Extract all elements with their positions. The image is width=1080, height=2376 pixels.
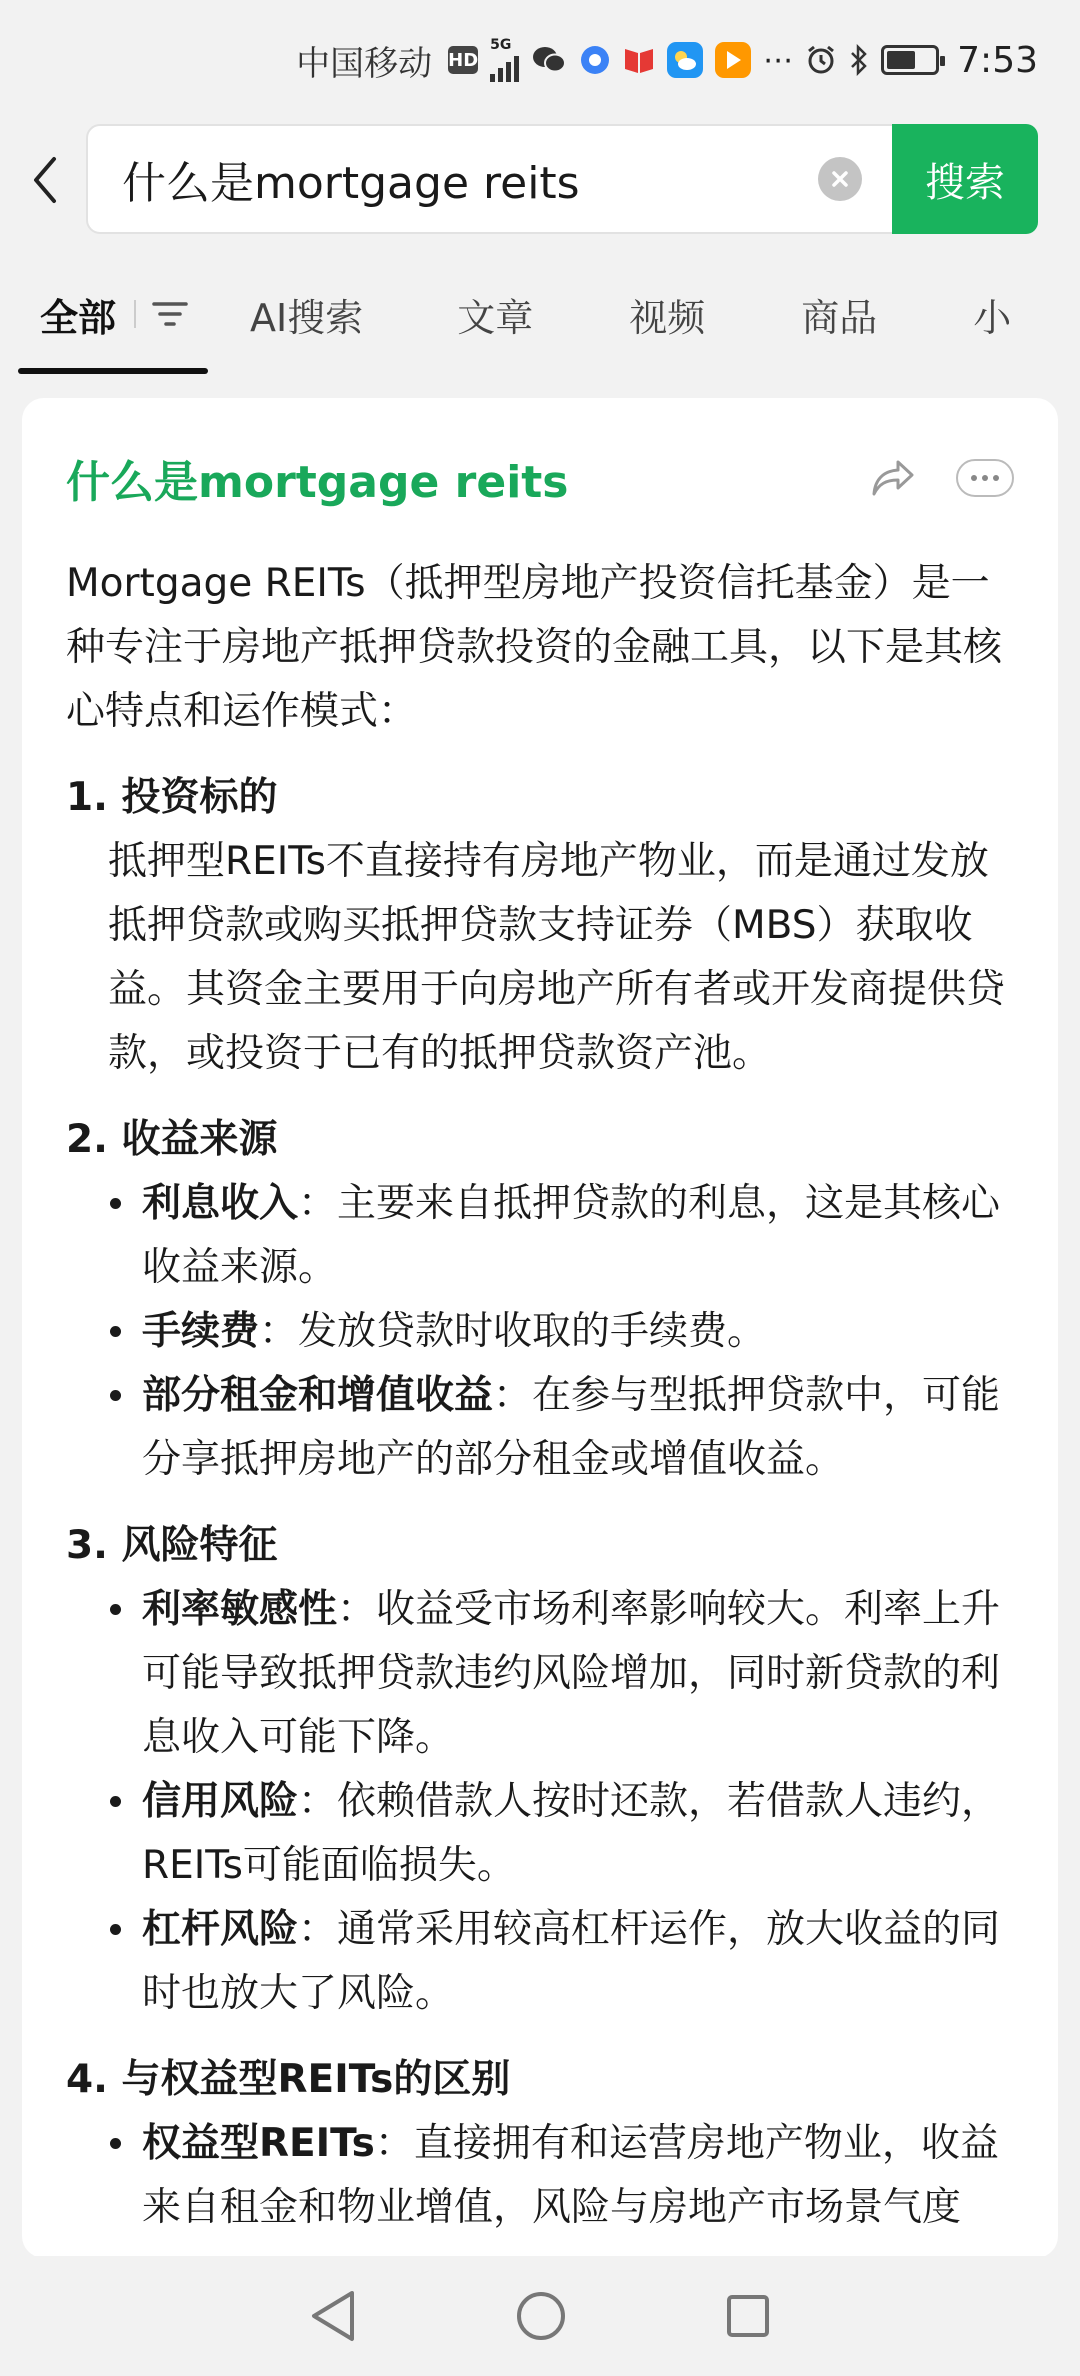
chevron-left-icon bbox=[30, 155, 60, 205]
list-item: 利率敏感性：收益受市场利率影响较大。利率上升可能导致抵押贷款违约风险增加，同时新贷款的利息收入可能下降。 bbox=[108, 1578, 1014, 1770]
filter-icon[interactable] bbox=[150, 298, 190, 330]
nav-back-button[interactable] bbox=[308, 2289, 358, 2343]
search-query-text[interactable]: 什么是mortgage reits bbox=[122, 158, 580, 209]
hd-icon: HD bbox=[448, 46, 478, 74]
browser-icon bbox=[579, 44, 611, 76]
list-item: 部分租金和增值收益：在参与型抵押贷款中，可能分享抵押房地产的部分租金或增值收益。 bbox=[108, 1364, 1014, 1492]
back-button[interactable] bbox=[0, 120, 90, 240]
circle-home-icon bbox=[514, 2289, 568, 2343]
carrier-label: 中国移动 bbox=[296, 43, 433, 84]
share-button[interactable] bbox=[870, 458, 916, 498]
answer-intro: Mortgage REITs（抵押型房地产投资信托基金）是一种专注于房地产抵押贷款投资的金融工具，以下是其核心特点和运作模式： bbox=[66, 561, 1003, 734]
list-item: 信用风险：依赖借款人按时还款，若借款人违约，REITs可能面临损失。 bbox=[108, 1770, 1014, 1898]
alarm-icon bbox=[805, 44, 837, 76]
book-app-icon bbox=[623, 45, 655, 75]
tab-ai-search[interactable]: AI搜索 bbox=[250, 295, 364, 340]
tab-videos[interactable]: 视频 bbox=[629, 295, 706, 340]
section-heading: 1. 投资标的 bbox=[66, 775, 278, 820]
section-paragraph: 抵押型REITs不直接持有房地产物业，而是通过发放抵押贷款或购买抵押贷款支持证券（MBS）获取收益。其资金主要用于向房地产所有者或开发商提供贷款，或投资于已有的抵押贷款资产池。 bbox=[108, 839, 1006, 1076]
search-button[interactable]: 搜索 bbox=[892, 124, 1038, 234]
list-item: 权益型REITs：直接拥有和运营房地产物业，收益来自租金和物业增值，风险与房地产市场景气度 bbox=[108, 2112, 1014, 2240]
search-header bbox=[0, 120, 1080, 240]
wechat-icon bbox=[531, 44, 567, 76]
nav-recents-button[interactable] bbox=[724, 2292, 772, 2340]
category-tabs bbox=[0, 252, 1080, 376]
ai-answer-card bbox=[22, 398, 1058, 2258]
tab-mini-programs[interactable]: 小 bbox=[973, 295, 1012, 340]
clock: 7:53 bbox=[957, 39, 1038, 81]
section-income-sources bbox=[66, 1108, 1014, 1492]
list-item: 手续费：发放贷款时收取的手续费。 bbox=[108, 1300, 1014, 1364]
weather-app-icon bbox=[667, 42, 703, 78]
more-notifications-icon: ⋯ bbox=[763, 42, 794, 78]
tab-products[interactable]: 商品 bbox=[801, 295, 878, 340]
section-investment-target bbox=[66, 766, 1014, 1086]
active-tab-indicator bbox=[18, 368, 208, 374]
share-icon bbox=[870, 458, 916, 498]
system-navigation-bar bbox=[0, 2256, 1080, 2376]
list-item: 杠杆风险：通常采用较高杠杆运作，放大收益的同时也放大了风险。 bbox=[108, 1898, 1014, 2026]
close-icon bbox=[830, 169, 850, 189]
triangle-back-icon bbox=[308, 2289, 358, 2343]
section-heading: 4. 与权益型REITs的区别 bbox=[66, 2057, 511, 2102]
search-input[interactable] bbox=[86, 124, 1038, 234]
square-recents-icon bbox=[724, 2292, 772, 2340]
clear-search-button[interactable] bbox=[818, 157, 862, 201]
nav-home-button[interactable] bbox=[514, 2289, 568, 2343]
answer-title: 什么是mortgage reits bbox=[66, 457, 569, 508]
bluetooth-icon bbox=[849, 44, 869, 76]
section-heading: 3. 风险特征 bbox=[66, 1523, 278, 1568]
section-heading: 2. 收益来源 bbox=[66, 1117, 278, 1162]
video-app-icon bbox=[715, 42, 751, 78]
status-bar bbox=[0, 0, 1080, 120]
tab-all[interactable]: 全部 bbox=[40, 295, 117, 340]
battery-icon bbox=[881, 45, 939, 75]
more-options-button[interactable] bbox=[956, 459, 1014, 497]
section-equity-reits-difference bbox=[66, 2048, 1014, 2240]
tab-divider bbox=[134, 300, 136, 328]
list-item: 利息收入：主要来自抵押贷款的利息，这是其核心收益来源。 bbox=[108, 1172, 1014, 1300]
tab-articles[interactable]: 文章 bbox=[457, 295, 534, 340]
section-risk-features bbox=[66, 1514, 1014, 2026]
signal-icon: 5G bbox=[490, 38, 519, 82]
